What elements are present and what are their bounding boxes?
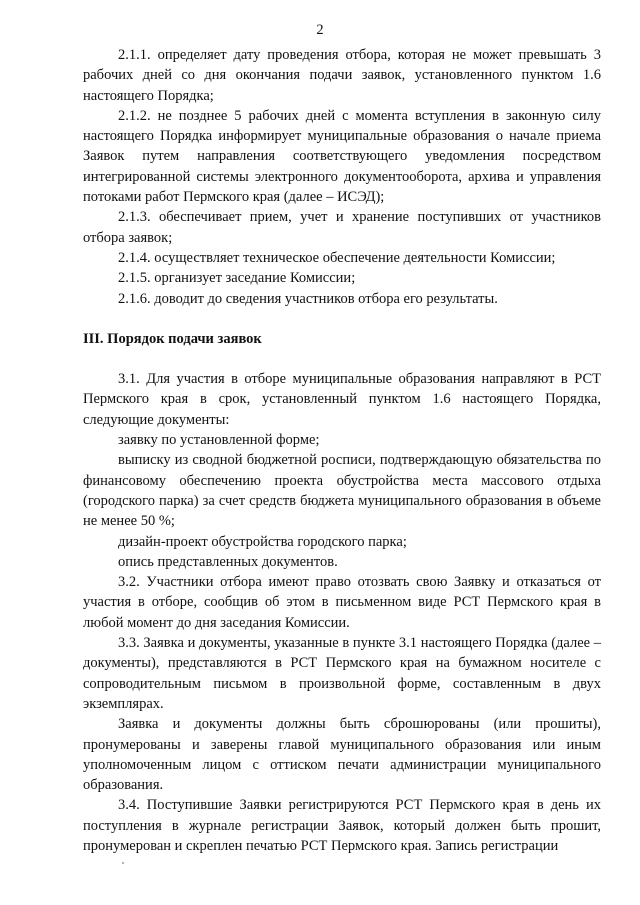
- list-item-budget-extract: выписку из сводной бюджетной росписи, подтверждающую обязательства по финансовому обеспечению проекта обустройства места массового отдыха (городского парка) за счет средств бюджета муниципального образования в объеме не менее 50 %;: [83, 452, 601, 530]
- list-item-application: заявку по установленной форме;: [118, 432, 320, 449]
- list-item-inventory: опись представленных документов.: [118, 553, 338, 570]
- paragraph-3-1: 3.1. Для участия в отборе муниципальные образования направляют в РСТ Пермского края в срок, установленный пунктом 1.6 настоящего Порядка, следующие документы:: [83, 371, 601, 428]
- paragraph-2-1-1: 2.1.1. определяет дату проведения отбора, которая не может превышать 3 рабочих дней со дня окончания подачи заявок, установленного пунктом 1.6 настоящего Порядка;: [83, 47, 601, 104]
- document-body: [83, 45, 601, 856]
- paragraph-3-2: 3.2. Участники отбора имеют право отозвать свою Заявку и отказаться от участия в отборе, сообщив об этом в письменном виде РСТ Пермского края в любой момент до дня заседания Комиссии.: [83, 574, 601, 631]
- paragraph-3-3-continued: Заявка и документы должны быть сброшюрованы (или прошиты), пронумерованы и заверены главой муниципального образования или иным уполномоченным лицом с оттиском печати администрации муниципального образования.: [83, 716, 601, 794]
- scan-speck: [122, 862, 124, 864]
- page-number: 2: [316, 22, 324, 38]
- paragraph-2-1-6: 2.1.6. доводит до сведения участников отбора его результаты.: [118, 290, 498, 307]
- paragraph-2-1-5: 2.1.5. организует заседание Комиссии;: [118, 270, 356, 287]
- paragraph-3-4: 3.4. Поступившие Заявки регистрируются РСТ Пермского края в день их поступления в журнале регистрации Заявок, который должен быть прошит, пронумерован и скреплен печатью РСТ Пермского края. Запись регистрации: [83, 797, 601, 854]
- paragraph-2-1-3: 2.1.3. обеспечивает прием, учет и хранение поступивших от участников отбора заявок;: [83, 209, 601, 246]
- paragraph-2-1-2: 2.1.2. не позднее 5 рабочих дней с момента вступления в законную силу настоящего Порядка информирует муниципальные образования о начале приема Заявок путем направления соответствующего уведомления посредством интегрированной системы электронного документооборота, архива и управления потоками работ Пермского края (далее – ИСЭД);: [83, 107, 601, 206]
- list-item-design-project: дизайн-проект обустройства городского парка;: [118, 533, 407, 550]
- section-heading: III. Порядок подачи заявок: [83, 330, 262, 347]
- paragraph-2-1-4: 2.1.4. осуществляет техническое обеспечение деятельности Комиссии;: [118, 249, 556, 266]
- paragraph-3-3: 3.3. Заявка и документы, указанные в пункте 3.1 настоящего Порядка (далее – документы), представляются в РСТ Пермского края на бумажном носителе с сопроводительным письмом в произвольной форме, составленным в двух экземплярах.: [83, 635, 601, 712]
